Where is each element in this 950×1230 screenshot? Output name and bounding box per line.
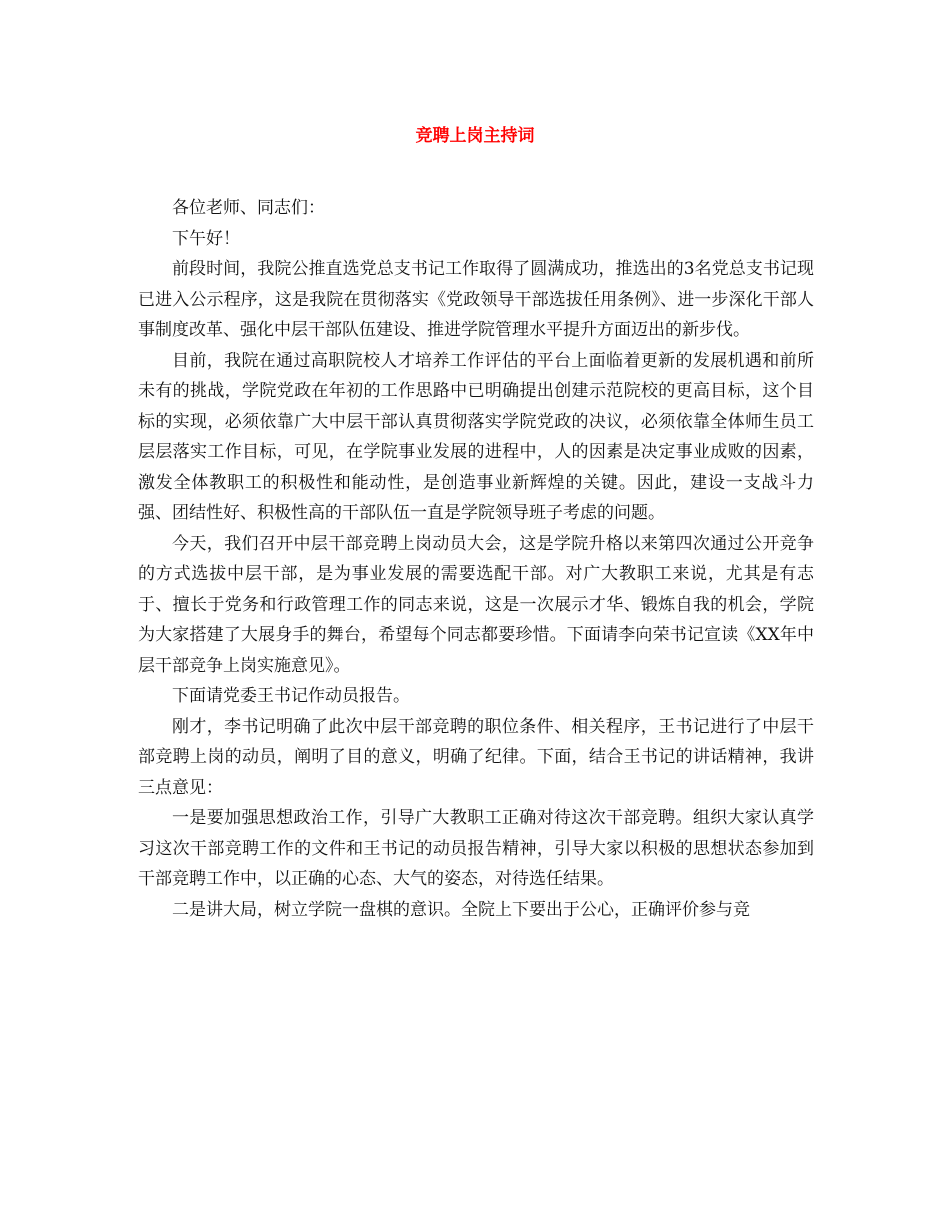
body-paragraph: 一是要加强思想政治工作，引导广大教职工正确对待这次干部竞聘。组织大家认真学习这次干部竞聘工作的文件和王书记的动员报告精神，引导大家以积极的思想状态参加到干部竞聘工作中，以正确的心态、大气的姿态，对待选任结果。 — [138, 808, 814, 889]
salutation-paragraph: 各位老师、同志们： — [172, 198, 325, 218]
document-title: 竞聘上岗主持词 — [415, 126, 535, 146]
body-paragraph: 前段时间，我院公推直选党总支书记工作取得了圆满成功，推选出的3名党总支书记现已进入公示程序，这是我院在贯彻落实《党政领导干部选拔任用条例》、进一步深化干部人事制度改革、强化中层干部队伍建设、推进学院管理水平提升方面迈出的新步伐。 — [138, 259, 814, 340]
greeting-paragraph: 下午好！ — [172, 228, 240, 249]
body-paragraph: 刚才，李书记明确了此次中层干部竞聘的职位条件、相关程序，王书记进行了中层干部竞聘上岗的动员，阐明了目的意义，明确了纪律。下面，结合王书记的讲话精神，我讲三点意见： — [138, 716, 814, 798]
document-body — [138, 193, 814, 925]
body-paragraph: 今天，我们召开中层干部竞聘上岗动员大会，这是学院升格以来第四次通过公开竞争的方式选拔中层干部，是为事业发展的需要选配干部。对广大教职工来说，尤其是有志于、擅长于党务和行政管理工作的同志来说，这是一次展示才华、锻炼自我的机会，学院为大家搭建了大展身手的舞台，希望每个同志都要珍惜。下面请李向荣书记宣读《XX年中层干部竞争上岗实施意见》。 — [138, 533, 814, 676]
body-paragraph: 下面请党委王书记作动员报告。 — [172, 686, 410, 706]
body-paragraph: 二是讲大局，树立学院一盘棋的意识。全院上下要出于公心，正确评价参与竞 — [172, 899, 750, 920]
body-paragraph: 目前，我院在通过高职院校人才培养工作评估的平台上面临着更新的发展机遇和前所未有的挑战，学院党政在年初的工作思路中已明确提出创建示范院校的更高目标，这个目标的实现，必须依靠广大中层干部认真贯彻落实学院党政的决议，必须依靠全体师生员工层层落实工作目标，可见，在学院事业发展的进程中，人的因素是决定事业成败的因素，激发全体教职工的积极性和能动性，是创造事业新辉煌的关键。因此，建设一支战斗力强、团结性好、积极性高的干部队伍一直是学院领导班子考虑的问题。 — [138, 350, 814, 523]
